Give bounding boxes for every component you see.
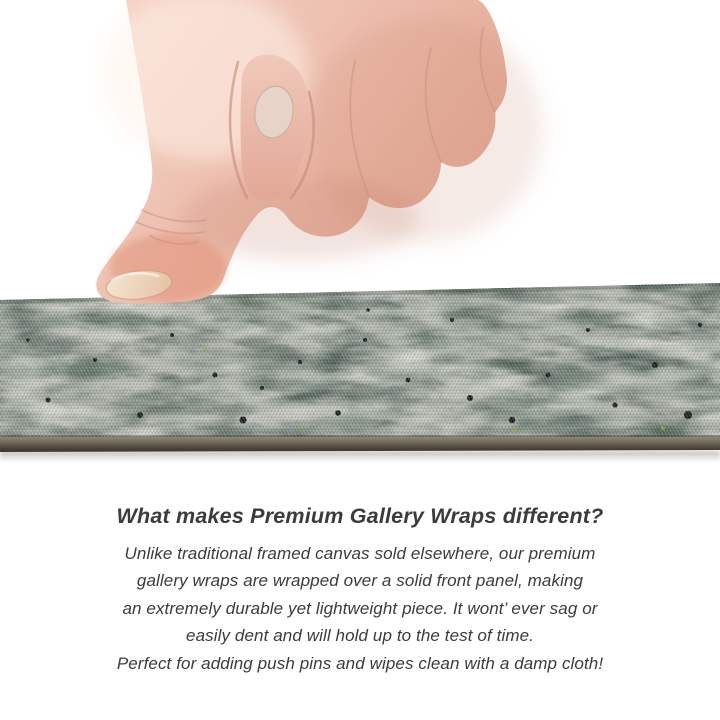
canvas-bottom-edge — [0, 436, 720, 453]
info-section — [0, 501, 720, 677]
hand-pressing-photo — [0, 0, 720, 312]
info-line: Perfect for adding push pins and wipes clean with a damp cloth! — [116, 653, 604, 673]
canvas-drop-shadow — [0, 451, 720, 465]
info-line: Unlike traditional framed canvas sold elsewhere, our premium — [124, 544, 596, 563]
info-line: easily dent and will hold up to the test of time. — [186, 626, 534, 646]
info-line: gallery wraps are wrapped over a solid front panel, making — [136, 571, 584, 591]
info-line: an extremely durable yet lightweight piece. It wont’ ever sag or — [122, 598, 598, 618]
info-paragraph — [0, 540, 720, 677]
info-heading: What makes Premium Gallery Wraps different? — [116, 504, 604, 528]
